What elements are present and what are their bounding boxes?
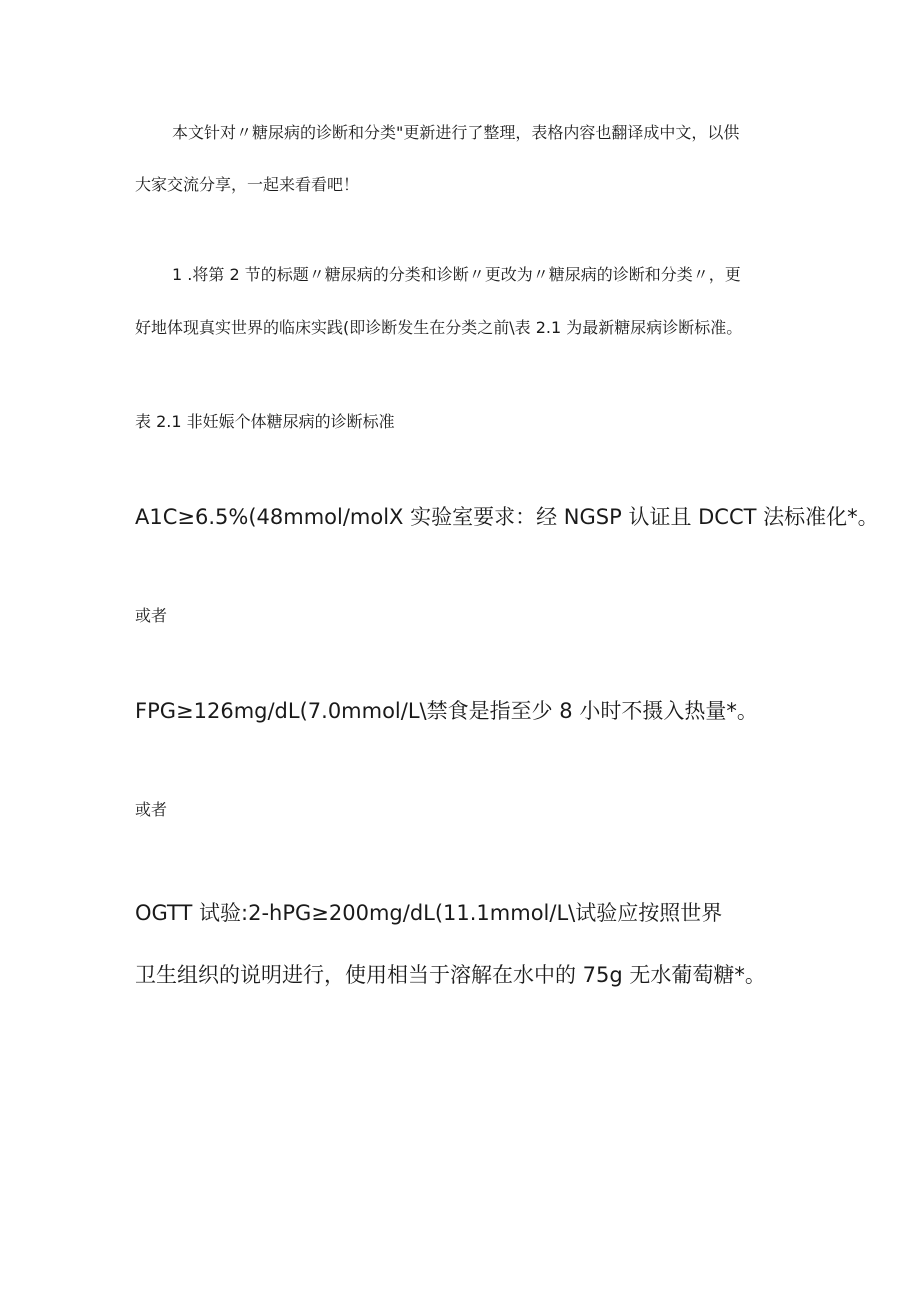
or-separator-1: 或者 — [135, 606, 168, 625]
criterion-ogtt-line-1: OGTT 试验:2-hPG≥200mg/dL(11.1mmol/L\试验应按照世界 — [135, 901, 723, 925]
criterion-a1c: A1C≥6.5%(48mmol/molX 实验室要求：经 NGSP 认证且 DCCT 法标准化*。 — [135, 505, 879, 529]
criterion-fpg: FPG≥126mg/dL(7.0mmol/L\禁食是指至少 8 小时不摄入热量*。 — [135, 699, 758, 723]
item-1-line-2: 好地体现真实世界的临床实践(即诊断发生在分类之前\表 2.1 为最新糖尿病诊断标准。 — [135, 318, 743, 337]
intro-paragraph-line-2: 大家交流分享，一起来看看吧！ — [135, 175, 360, 194]
criterion-ogtt-line-2: 卫生组织的说明进行，使用相当于溶解在水中的 75g 无水葡萄糖*。 — [135, 963, 766, 987]
intro-paragraph-line-1: 本文针对〃糖尿病的诊断和分类"更新进行了整理，表格内容也翻译成中文，以供 — [172, 123, 740, 142]
item-1-line-1: 1 .将第 2 节的标题〃糖尿病的分类和诊断〃更改为〃糖尿病的诊断和分类〃，更 — [172, 265, 741, 284]
or-separator-2: 或者 — [135, 800, 168, 819]
table-caption: 表 2.1 非妊娠个体糖尿病的诊断标准 — [135, 412, 395, 431]
